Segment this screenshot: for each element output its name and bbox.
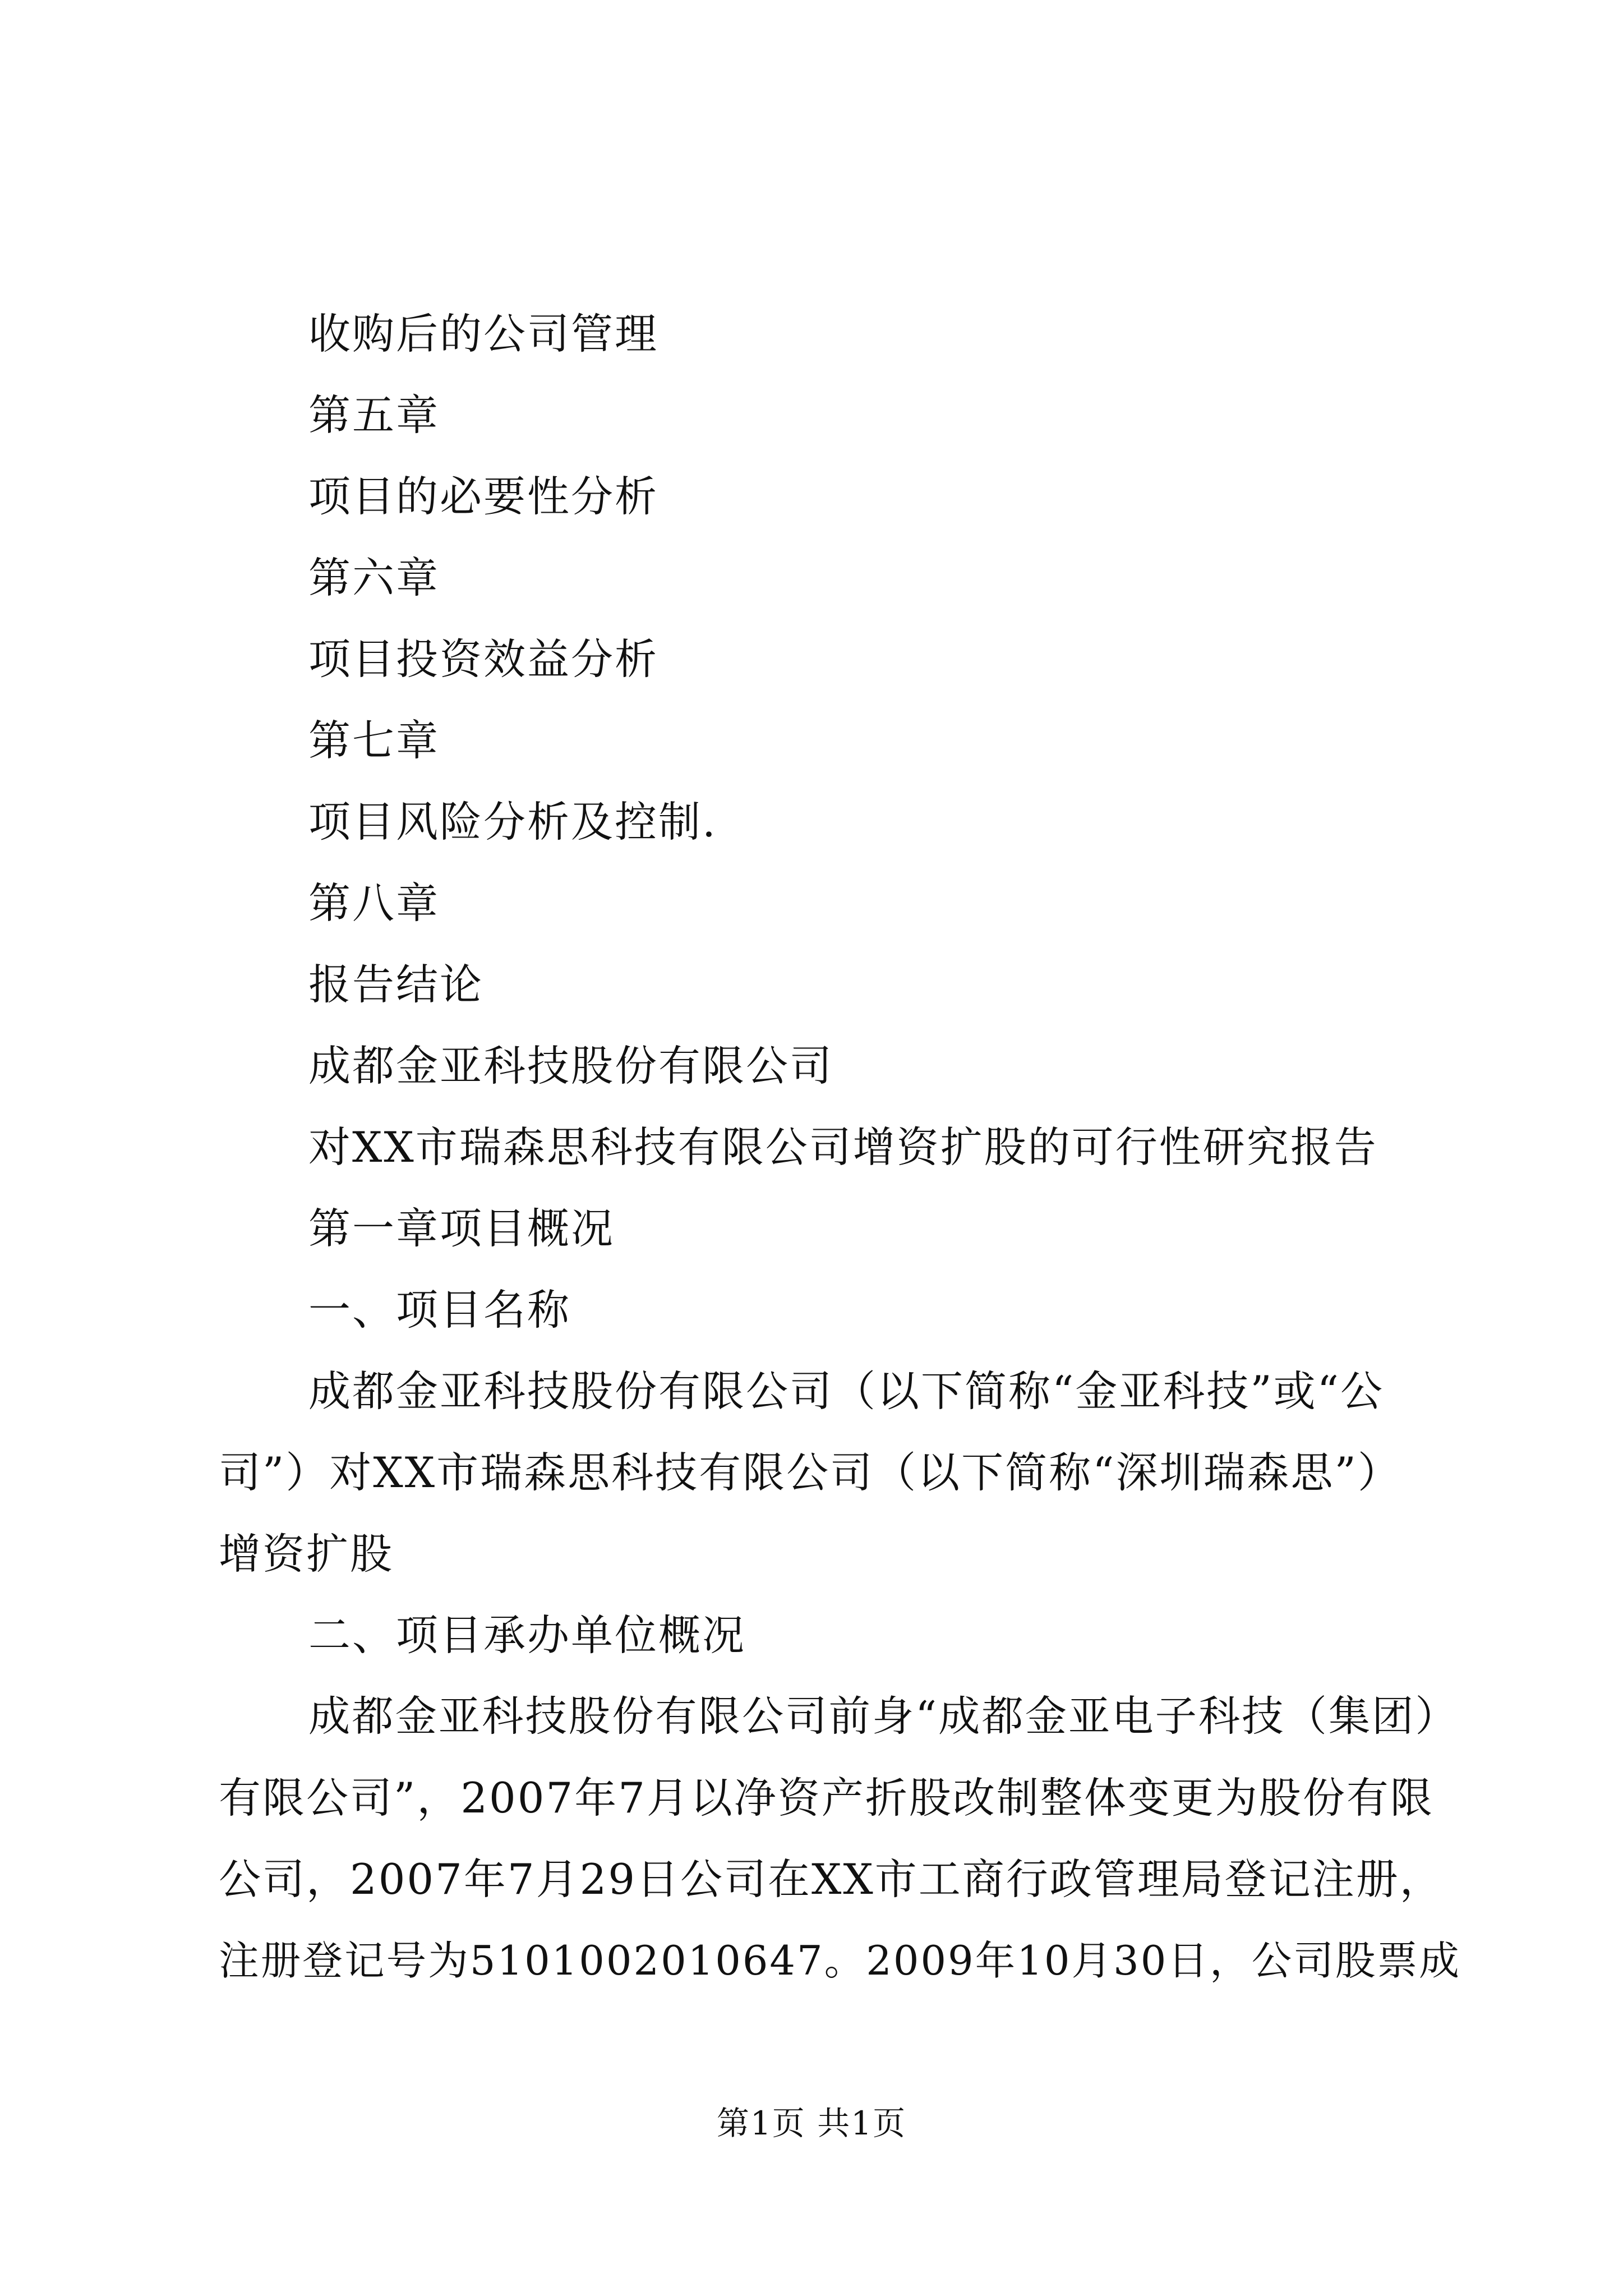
toc-line-1: 收购后的公司管理 (308, 309, 659, 358)
section-2-line-4-text: 注册登记号为5101002010647。2009年10月30日，公司股票成 (219, 1937, 1461, 1984)
section-2-line-3-text: 公司，2007年7月29日公司在XX市工商行政管理局登记注册， (219, 1855, 1444, 1904)
toc-line-9: 报告结论 (308, 960, 484, 1009)
section-2-line-1 (308, 1688, 1459, 1745)
section-2-line-2-text: 有限公司”，2007年7月以净资产折股改制整体变更为股份有限 (219, 1773, 1434, 1823)
section-1-line-1 (308, 1363, 1424, 1419)
toc-line-7: 项目风险分析及控制. (308, 797, 717, 846)
company-name: 成都金亚科技股份有限公司 (308, 1041, 834, 1091)
toc-line-6: 第七章 (308, 716, 440, 765)
section-2-heading: 二、项目承办单位概况 (308, 1611, 746, 1660)
section-2-line-1-text: 成都金亚科技股份有限公司前身“成都金亚电子科技（集团） (308, 1692, 1459, 1741)
section-2-line-2 (219, 1770, 1434, 1826)
section-1-line-2-text: 司”）对XX市瑞森思科技有限公司（以下简称“深圳瑞森思”） (219, 1448, 1401, 1497)
section-1-heading: 一、项目名称 (308, 1285, 571, 1335)
toc-line-3: 项目的必要性分析 (308, 472, 659, 521)
chapter-heading: 第一章项目概况 (308, 1204, 615, 1253)
section-1-line-2 (219, 1444, 1424, 1501)
section-2-line-4 (219, 1932, 1461, 1989)
toc-line-5: 项目投资效益分析 (308, 634, 659, 684)
toc-line-4: 第六章 (308, 553, 440, 602)
toc-line-8: 第八章 (308, 878, 440, 928)
section-2-line-3 (219, 1851, 1444, 1907)
report-title: 对XX市瑞森思科技有限公司增资扩股的可行性研究报告 (308, 1122, 1378, 1172)
toc-line-2: 第五章 (308, 390, 440, 440)
section-1-line-1-text: 成都金亚科技股份有限公司（以下简称“金亚科技”或“公 (308, 1366, 1385, 1416)
page-footer: 第1页 共1页 (716, 2104, 907, 2142)
section-1-line-3: 增资扩股 (219, 1529, 394, 1579)
